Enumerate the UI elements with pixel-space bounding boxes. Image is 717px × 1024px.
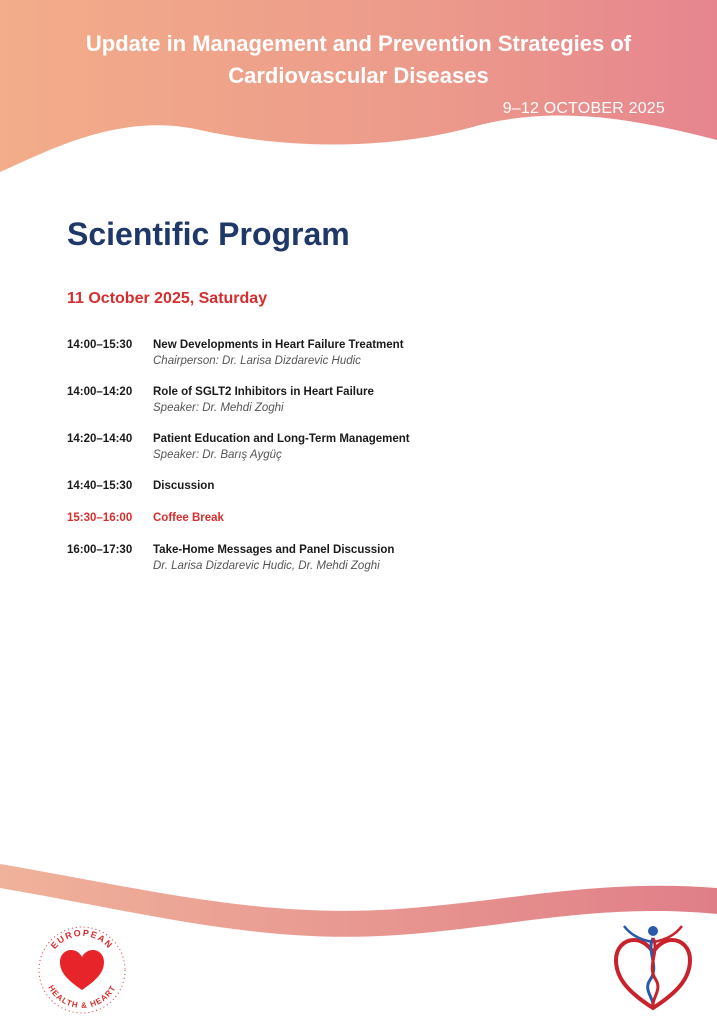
session-title: New Developments in Heart Failure Treatment (153, 339, 404, 351)
session-info (153, 338, 667, 369)
european-health-heart-logo (34, 922, 130, 1018)
conference-title-line1: Update in Management and Prevention Strategies of (85, 31, 632, 56)
session-title: Patient Education and Long-Term Management (153, 433, 410, 445)
heart-icon (60, 950, 104, 990)
session-title: Take-Home Messages and Panel Discussion (153, 544, 395, 556)
session-info (153, 432, 667, 463)
session-time: 14:20–14:40 (67, 433, 133, 445)
session-time: 14:00–15:30 (67, 339, 133, 351)
session-time: 16:00–17:30 (67, 544, 133, 556)
session-time: 14:40–15:30 (67, 480, 133, 492)
figure-head-icon (648, 926, 658, 936)
session-time: 14:00–14:20 (67, 386, 133, 398)
session-time: 15:30–16:00 (67, 512, 133, 524)
session-row (67, 543, 667, 574)
session-info (153, 479, 667, 494)
logo-text-bottom: HEALTH & HEART (46, 983, 118, 1011)
session-speaker: Speaker: Dr. Mehdi Zoghi (153, 402, 284, 414)
logo-text-top: EUROPEAN (48, 927, 116, 951)
session-chairperson: Chairperson: Dr. Larisa Dizdarevic Hudic (153, 355, 361, 367)
session-row (67, 432, 667, 463)
conference-title-line2: Cardiovascular Diseases (228, 63, 489, 88)
schedule (67, 338, 667, 574)
session-info (153, 543, 667, 574)
session-info (153, 385, 667, 416)
heart-figure-logo (610, 918, 696, 1014)
conference-title (20, 28, 697, 92)
session-row (67, 338, 667, 369)
session-row (67, 479, 667, 494)
session-row (67, 385, 667, 416)
session-info (153, 511, 667, 526)
svg-text:EUROPEAN (49, 928, 115, 951)
session-row-coffee-break (67, 511, 667, 526)
session-title: Discussion (153, 480, 215, 492)
day-heading: 11 October 2025, Saturday (67, 290, 268, 307)
session-title: Role of SGLT2 Inhibitors in Heart Failure (153, 386, 374, 398)
page-title: Scientific Program (67, 216, 350, 252)
session-title: Coffee Break (153, 512, 224, 524)
session-panelists: Dr. Larisa Dizdarevic Hudic, Dr. Mehdi Zoghi (153, 560, 380, 572)
conference-dates: 9–12 OCTOBER 2025 (502, 100, 665, 117)
session-speaker: Speaker: Dr. Barış Aygüç (153, 449, 282, 461)
